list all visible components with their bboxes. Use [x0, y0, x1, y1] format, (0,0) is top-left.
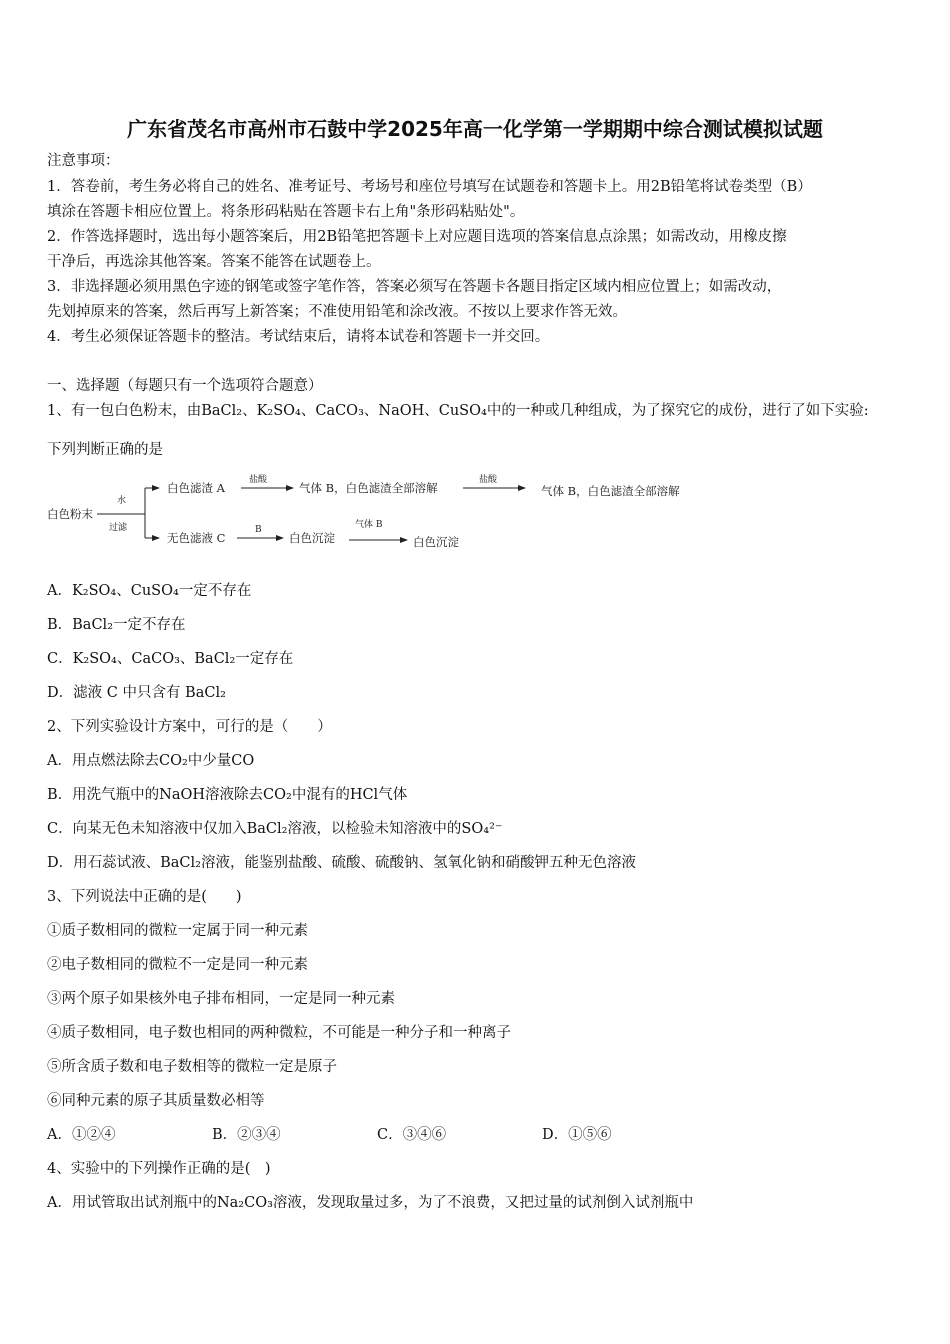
q3-option-a: A．①②④	[47, 1127, 116, 1143]
note-1b: 填涂在答题卡相应位置上。将条形码粘贴在答题卡右上角"条形码粘贴处"。	[47, 204, 525, 220]
q1-option-b: B．BaCl₂一定不存在	[47, 617, 186, 633]
flow-acid-1: 盐酸	[249, 475, 268, 485]
flow-gas-b: 气体 B	[355, 520, 383, 530]
flow-water: 水	[117, 496, 127, 506]
q2-option-c: C．向某无色未知溶液中仅加入BaCl₂溶液，以检验未知溶液中的SO₄²⁻	[47, 821, 503, 837]
q3-option-b: B．②③④	[212, 1127, 281, 1143]
note-3a: 3．非选择题必须用黑色字迹的钢笔或签字笔作答，答案必须写在答题卡各题目指定区域内相应位置上；如需改动，	[47, 279, 782, 295]
q3-option-c: C．③④⑥	[377, 1127, 447, 1143]
page-title: 广东省茂名市高州市石鼓中学2025年高一化学第一学期期中综合测试模拟试题	[127, 117, 823, 141]
q1-option-c: C．K₂SO₄、CaCO₃、BaCl₂一定存在	[47, 651, 294, 667]
note-3b: 先划掉原来的答案，然后再写上新答案；不准使用铅笔和涂改液。不按以上要求作答无效。	[47, 304, 627, 320]
flow-acid-2: 盐酸	[479, 475, 498, 485]
flow-top-3: 气体 B，白色滤渣全部溶解	[541, 484, 680, 498]
note-2b: 干净后，再选涂其他答案。答案不能答在试题卷上。	[47, 254, 381, 270]
q1-flowchart	[47, 470, 747, 560]
q3-stem: 3、下列说法中正确的是( )	[47, 889, 242, 905]
q1-option-d: D．滤液 C 中只含有 BaCl₂	[47, 685, 226, 701]
flow-bottom-3: 白色沉淀	[413, 535, 459, 549]
q3-statement-6: ⑥同种元素的原子其质量数必相等	[47, 1093, 265, 1109]
q4-stem: 4、实验中的下列操作正确的是( )	[47, 1161, 271, 1177]
q2-option-b: B．用洗气瓶中的NaOH溶液除去CO₂中混有的HCl气体	[47, 787, 408, 803]
flow-start: 白色粉末	[47, 507, 93, 521]
q3-statement-5: ⑤所含质子数和电子数相等的微粒一定是原子	[47, 1059, 337, 1075]
flow-top-2: 气体 B，白色滤渣全部溶解	[299, 481, 438, 495]
flow-top-1: 白色滤渣 A	[167, 481, 225, 495]
notes-heading: 注意事项：	[47, 153, 120, 169]
q2-option-a: A．用点燃法除去CO₂中少量CO	[47, 753, 255, 769]
q3-statement-2: ②电子数相同的微粒不一定是同一种元素	[47, 957, 308, 973]
flow-b-label: B	[255, 525, 262, 535]
q3-statement-1: ①质子数相同的微粒一定属于同一种元素	[47, 923, 308, 939]
q3-option-d: D．①⑤⑥	[542, 1127, 612, 1143]
q3-statement-3: ③两个原子如果核外电子排布相同，一定是同一种元素	[47, 991, 395, 1007]
q1-stem: 1、有一包白色粉末，由BaCl₂、K₂SO₄、CaCO₃、NaOH、CuSO₄中的一种或几种组成，为了探究它的成份，进行了如下实验:	[47, 403, 869, 419]
section-heading: 一、选择题（每题只有一个选项符合题意）	[47, 378, 323, 394]
q1-stem-2: 下列判断正确的是	[47, 442, 163, 458]
q4-option-a: A．用试管取出试剂瓶中的Na₂CO₃溶液，发现取量过多，为了不浪费，又把过量的试剂倒入试剂瓶中	[47, 1195, 694, 1211]
note-2a: 2．作答选择题时，选出每小题答案后，用2B铅笔把答题卡上对应题目选项的答案信息点涂黑；如需改动，用橡皮擦	[47, 229, 787, 245]
q2-option-d: D．用石蕊试液、BaCl₂溶液，能鉴别盐酸、硫酸、硫酸钠、氢氧化钠和硝酸钾五种无色溶液	[47, 855, 636, 871]
note-4: 4．考生必须保证答题卡的整洁。考试结束后，请将本试卷和答题卡一并交回。	[47, 329, 550, 345]
flow-bottom-2: 白色沉淀	[289, 531, 335, 545]
flow-filter: 过滤	[109, 523, 128, 533]
q1-option-a: A．K₂SO₄、CuSO₄一定不存在	[47, 583, 252, 599]
q2-stem: 2、下列实验设计方案中，可行的是（ ）	[47, 719, 332, 735]
flow-bottom-1: 无色滤液 C	[167, 531, 226, 545]
q3-statement-4: ④质子数相同，电子数也相同的两种微粒，不可能是一种分子和一种离子	[47, 1025, 511, 1041]
note-1a: 1．答卷前，考生务必将自己的姓名、准考证号、考场号和座位号填写在试题卷和答题卡上。用2B铅笔将试卷类型（B）	[47, 179, 812, 195]
